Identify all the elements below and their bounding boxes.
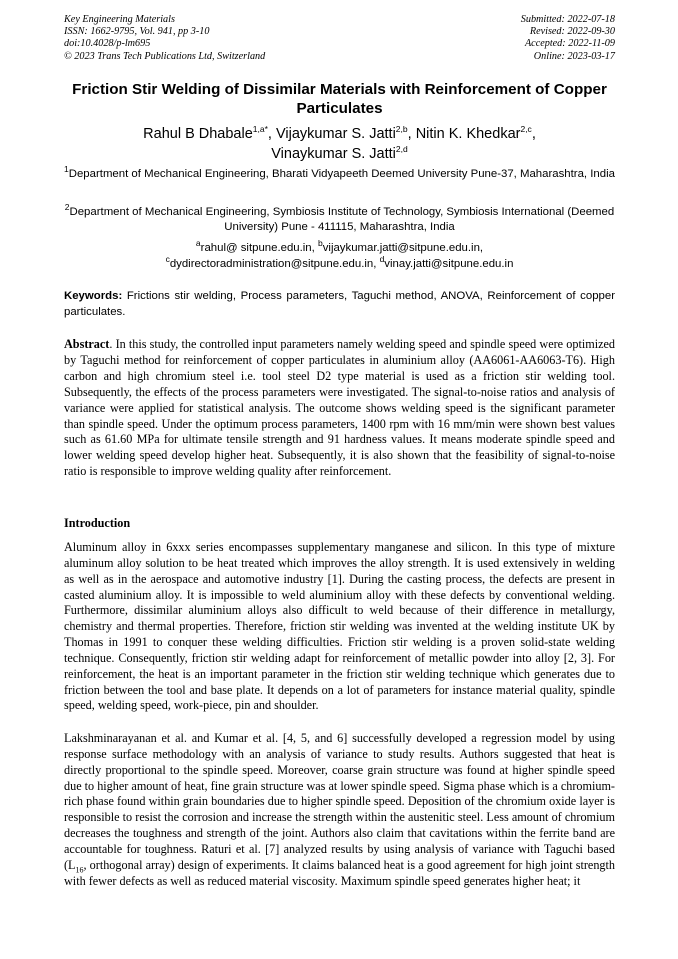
author-list (64, 124, 615, 164)
copyright-line: © 2023 Trans Tech Publications Ltd, Switzerland (64, 50, 266, 62)
affiliation-1: $^1$Department of Mechanical Engineering, Bharati Vidyapeeth Deemed University Pune-37, Maharashtra, India (64, 164, 615, 180)
author: Vijaykumar S. Jatti$^{2,b}$, (275, 124, 416, 142)
section-heading-introduction: Introduction (64, 516, 131, 530)
email-link[interactable]: vijaykumar.jatti@sitpune.edu.in, (322, 242, 484, 254)
journal-header-left (64, 14, 265, 63)
email-link[interactable]: rahul@ sitpune.edu.in, (200, 242, 318, 254)
keywords: Keywords: Frictions stir welding, Process parameters, Taguchi method, ANOVA, Reinforcement of copper particulates. (64, 290, 615, 318)
author-emails: $^a$rahul@ sitpune.edu.in, $^b$vijaykumar.jatti@sitpune.edu.in, $^c$dydirectoradministration@sitpune.edu.in, $^d$vinay.jatti@sitpune.edu.in (165, 238, 514, 270)
affiliation-2: $^2$Department of Mechanical Engineering, Symbiosis Institute of Technology, Symbiosis International (Deemed University) Pune - 411115, Maharashtra, India (64, 202, 615, 234)
abstract-label: Abstract (64, 337, 110, 351)
journal-header-right (521, 14, 615, 63)
author: Rahul B Dhabale$^{1,a*}$, (143, 124, 276, 142)
online-date: Online: 2023-03-17 (533, 50, 615, 62)
keywords-label: Keywords: (64, 290, 123, 302)
paragraph: Lakshminarayanan et al. and Kumar et al. [4, 5, and 6] successfully developed a regression model by using response surface methodology with an analysis of variance to study results. Authors suggested that heat is directly proportional to the spindle speed. Moreover, coarse grain structure was found at higher spindle speed due to higher amount of heat, fine grain structure was at lower spindle speed. Sigma phase which is a chromium-rich phase found within grain boundaries due to higher spindle speed. Deposition of the chromium oxide layer is responsible to resist the corrosion and increase the strength within the austenitic steel. Less amount of chromium decreases the toughness and strength of the joint. Authors also claim that cavitations within the ferrite band are accountable for toughness. Raturi et al. [7] analyzed results by using analysis of variance with Taguchi based ($L_{16}$, orthogonal array) design of experiments. It claims balanced heat is a good agreement for high joint strength with fewer defects as well as reduced material viscosity. Maximum spindle speed generates higher heat; it (64, 731, 615, 888)
email-link[interactable]: vinay.jatti@sitpune.edu.in (384, 257, 514, 270)
submitted-date: Submitted: 2022-07-18 (520, 14, 615, 25)
author: Nitin K. Khedkar$^{2,c}$, (415, 124, 536, 142)
author: Vinaykumar S. Jatti$^{2,d}$ (271, 144, 408, 162)
paragraph: Aluminum alloy in 6xxx series encompasses supplementary manganese and silicon. In this type of mixture aluminum alloy solution to be heat treated which improves the alloy strength. It is used extensively in welding as well as in the aerospace and automotive industry [1]. During the casting process, the defects are present in casted aluminium alloy. It is impossible to weld aluminium alloy with these defects by conventional welding. Furthermore, dissimilar aluminium alloys also difficult to weld because of their difference in metallurgy, chemistry and thermal properties. Therefore, friction stir welding was invented at the welding institute UK by Thomas in 1991 to conquer these welding difficulties. Friction stir welding is a proven solid-state welding technique. Consequently, friction stir welding adapt for reinforcement of metallic powder into alloy [2, 3]. For reinforcement, the heat is an important parameter in the friction stir welding technique which generates due to friction between the tool and base plate. It depends on a lot of parameters for instance material quality, spindle speed, welding speed, work-piece, pin and shoulder. (64, 540, 615, 713)
accepted-date: Accepted: 2022-11-09 (524, 38, 615, 50)
doi-line: doi:10.4028/p-lm695 (64, 38, 151, 50)
revised-date: Revised: 2022-09-30 (529, 26, 615, 38)
paper-title: Friction Stir Welding of Dissimilar Materials with Reinforcement of Copper Particulates (72, 81, 607, 117)
journal-name: Key Engineering Materials (64, 14, 175, 25)
abstract: Abstract. In this study, the controlled input parameters namely welding speed and spindle speed were optimized by Taguchi method for reinforcement of copper particulates in aluminium alloy (AA6061-AA6063-T6). High carbon and high chromium steel i.e. tool steel D2 type material is used as a friction stir welding tool. Subsequently, the effects of the process parameters were investigated. The signal-to-noise ratios and analysis of variance were applied for statistical analysis. The outcome shows welding speed is the significant parameter than spindle speed. Under the optimum process parameters, 1400 rpm with 16 mm/min were shown best values such as 61.60 MPa for ultimate tensile strength and 91 hardness values. It means moderate spindle speed and lower welding speed develop higher heat. Subsequently, it is also shown that the feasibility of signal-to-noise ratio is responsible to improve welding quality after reinforcement. (64, 337, 615, 479)
issn-line: ISSN: 1662-9795, Vol. 941, pp 3-10 (64, 26, 210, 38)
email-link[interactable]: dydirectoradministration@sitpune.edu.in, (169, 257, 380, 270)
